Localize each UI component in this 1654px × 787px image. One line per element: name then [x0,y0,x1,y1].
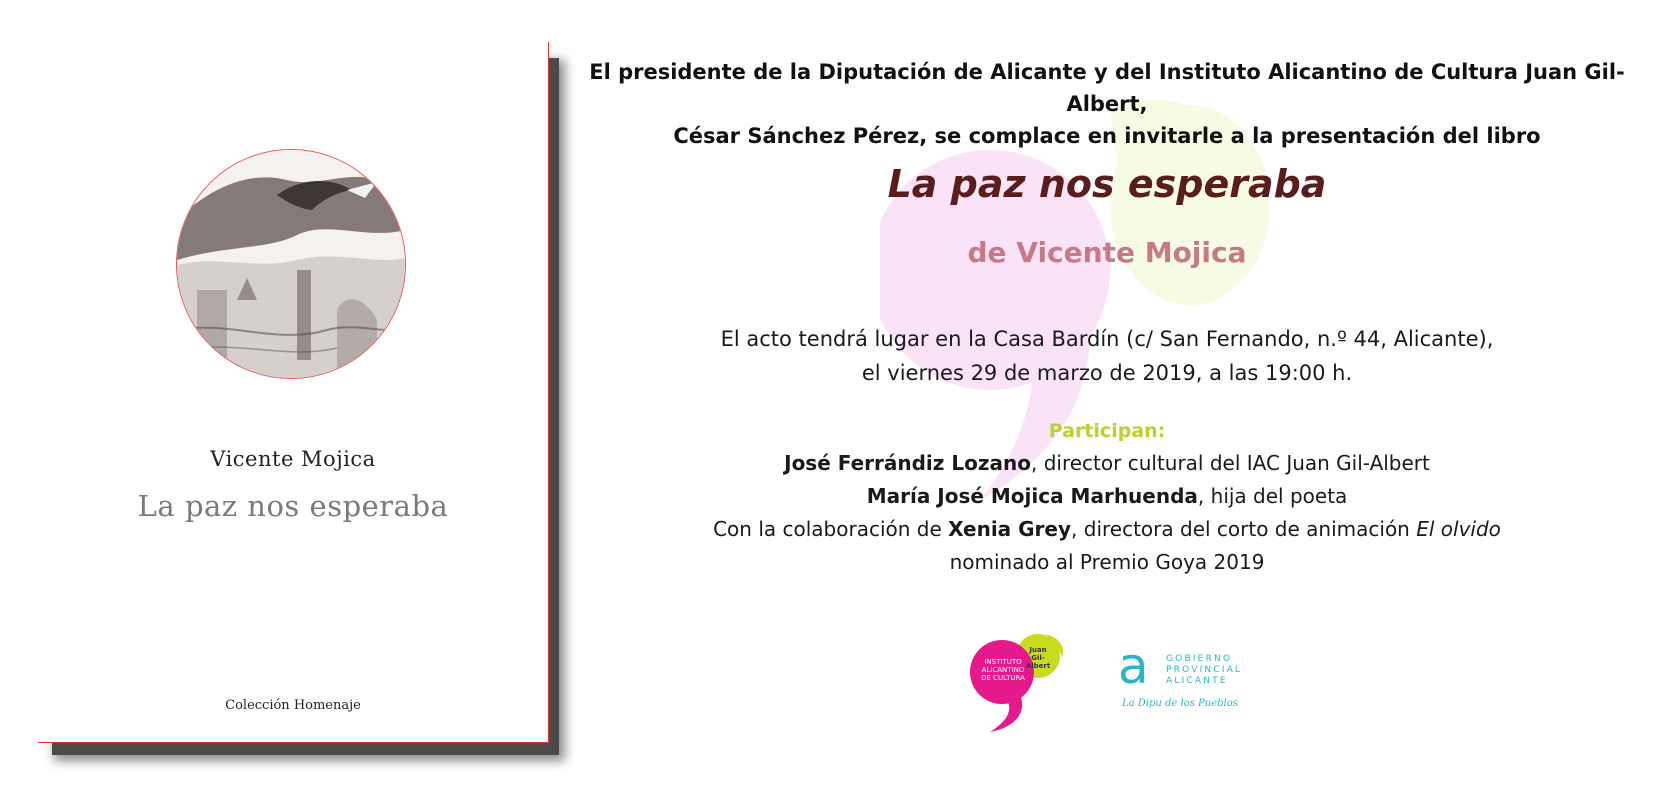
book-cover [38,42,549,743]
event-venue [560,322,1654,390]
participant-2-role: , hija del poeta [1197,484,1348,508]
invitation-intro [560,56,1654,152]
dipu-line-2: PROVINCIAL [1166,665,1243,675]
book-author: de Vicente Mojica [967,236,1247,269]
iac-badge-2: Gil-Albert [1025,654,1051,670]
diputacion-alicante-logo [1118,637,1243,714]
intro-line-1: El presidente de la Diputación de Alicante y del Instituto Alicantino de Cultura Juan Gil-Albert, [589,60,1625,116]
dipu-name [1166,654,1242,687]
venue-line-1: El acto tendrá lugar en la Casa Bardín (c/ San Fernando, n.º 44, Alicante), [720,327,1494,351]
dipu-line-3: ALICANTE [1166,676,1228,686]
participant-1-name: José Ferrándiz Lozano [784,451,1031,475]
dipu-a-icon: a [1118,637,1149,695]
iac-line-2: ALICANTINO [981,666,1025,674]
iac-badge-1: Juan [1029,646,1047,654]
participant-2 [560,480,1654,513]
cover-title: La paz nos esperaba [137,489,449,523]
participant-2-name: María José Mojica Marhuenda [866,484,1198,508]
iac-line-3: DE CULTURA [981,674,1025,682]
cover-collection: Colección Homenaje [225,698,361,713]
collab-role: , directora del corto de animación [1071,517,1417,541]
participant-1 [560,447,1654,480]
collab-prefix: Con la colaboración de [713,517,949,541]
collaboration-line-2: nominado al Premio Goya 2019 [949,550,1265,574]
venue-line-2: el viernes 29 de marzo de 2019, a las 19:00 h. [861,361,1353,385]
collab-name: Xenia Grey [948,517,1072,541]
iac-line-1: INSTITUTO [984,658,1022,666]
intro-line-2: César Sánchez Pérez, se complace en invitarle a la presentación del libro [673,124,1541,148]
dipu-tagline: La Dipu de los Pueblos [1122,698,1238,709]
iac-juan-gil-albert-logo [968,632,1068,732]
participant-1-role: , director cultural del IAC Juan Gil-Albert [1031,451,1430,475]
participants-heading: Participan: [1048,420,1166,442]
participants-list [560,447,1654,579]
dipu-line-1: GOBIERNO [1166,654,1233,664]
collaboration-line [560,513,1654,546]
book-title: La paz nos esperaba [887,162,1327,206]
cover-illustration [176,149,406,379]
collab-film: El olvido [1416,517,1501,541]
cover-author: Vicente Mojica [210,447,376,471]
